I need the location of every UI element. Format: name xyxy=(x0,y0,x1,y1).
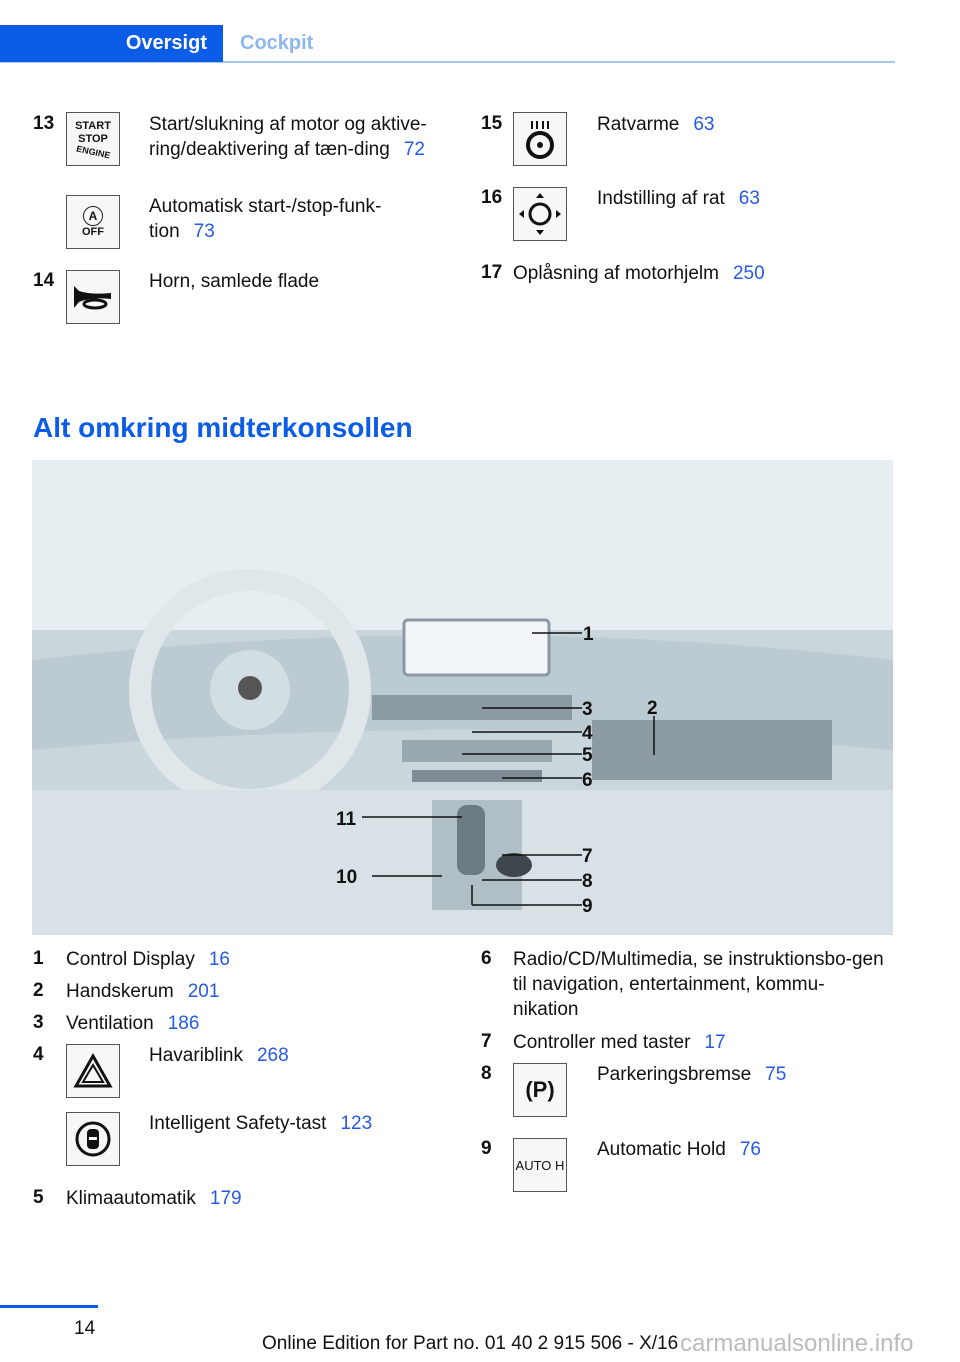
hazard-warning-icon xyxy=(66,1044,120,1098)
parking-brake-icon: (P) xyxy=(513,1063,567,1117)
legend-number: 3 xyxy=(33,1012,44,1033)
center-console-illustration xyxy=(32,460,893,935)
page-link[interactable]: 186 xyxy=(167,1013,200,1034)
legend-text: Control Display 16 xyxy=(66,949,230,970)
auto-hold-icon: AUTO H xyxy=(513,1138,567,1192)
edition-text: Online Edition for Part no. 01 40 2 915 506 - X/16 xyxy=(262,1333,679,1354)
legend-text: Controller med taster 17 xyxy=(513,1032,726,1053)
callout-5: 5 xyxy=(582,745,593,766)
footer-rule xyxy=(0,1305,98,1308)
tab-cockpit[interactable]: Cockpit xyxy=(240,32,314,54)
page-link[interactable]: 76 xyxy=(739,1139,761,1160)
callout-4: 4 xyxy=(582,723,593,744)
start-stop-engine-icon: START STOP ENGINE xyxy=(66,112,120,166)
callout-2: 2 xyxy=(647,698,658,719)
item-number: 16 xyxy=(481,187,503,208)
steering-wheel-adjust-icon xyxy=(513,187,567,241)
legend-text: Havariblink 268 xyxy=(149,1045,289,1066)
item-number: 17 xyxy=(481,262,503,283)
page-number: 14 xyxy=(74,1318,96,1339)
item-number: 13 xyxy=(33,113,55,134)
page-link[interactable]: 63 xyxy=(738,188,760,209)
item-number: 14 xyxy=(33,270,55,291)
page-link[interactable]: 73 xyxy=(193,221,215,242)
legend-text: Automatic Hold 76 xyxy=(597,1139,761,1160)
legend-number: 9 xyxy=(481,1138,492,1159)
item-text: Horn, samlede flade xyxy=(149,271,320,292)
watermark: carmanualsonline.info xyxy=(680,1330,914,1357)
page-link[interactable]: 268 xyxy=(256,1045,289,1066)
page-link[interactable]: 201 xyxy=(187,981,220,1002)
legend-number: 2 xyxy=(33,980,44,1001)
callout-8: 8 xyxy=(582,871,593,892)
callout-7: 7 xyxy=(582,846,593,867)
page-link[interactable]: 63 xyxy=(693,114,715,135)
legend-number: 5 xyxy=(33,1187,44,1208)
tab-oversigt[interactable]: Oversigt xyxy=(0,25,223,62)
legend-text: Intelligent Safety-tast 123 xyxy=(149,1113,373,1134)
item-number: 15 xyxy=(481,113,503,134)
item-text: Ratvarme 63 xyxy=(597,114,715,135)
legend-number: 4 xyxy=(33,1044,44,1065)
item-text: Indstilling af rat 63 xyxy=(597,188,760,209)
legend-number: 6 xyxy=(481,948,492,969)
page-link[interactable]: 72 xyxy=(403,139,425,160)
section-title: Alt omkring midterkonsollen xyxy=(33,412,413,443)
page-link[interactable]: 75 xyxy=(765,1064,787,1085)
item-text: Oplåsning af motorhjelm 250 xyxy=(513,263,765,284)
steering-wheel-heating-icon xyxy=(513,112,567,166)
callout-3: 3 xyxy=(582,699,593,720)
page-link[interactable]: 179 xyxy=(209,1188,242,1209)
item-text: Start/slukning af motor og aktive-ring/deaktivering af tæn-ding 72 xyxy=(149,114,427,160)
callout-11: 11 xyxy=(336,809,357,830)
legend-text: Ventilation 186 xyxy=(66,1013,200,1034)
intelligent-safety-icon xyxy=(66,1112,120,1166)
legend-text: Handskerum 201 xyxy=(66,981,220,1002)
callout-9: 9 xyxy=(582,896,593,917)
legend-text: Parkeringsbremse 75 xyxy=(597,1064,787,1085)
callout-6: 6 xyxy=(582,770,593,791)
horn-icon xyxy=(66,270,120,324)
callout-10: 10 xyxy=(336,867,358,888)
page-link[interactable]: 17 xyxy=(704,1032,726,1053)
callout-1: 1 xyxy=(583,624,594,645)
legend-number: 7 xyxy=(481,1031,492,1052)
item-text: Automatisk start-/stop-funk-tion 73 xyxy=(149,196,382,242)
auto-start-stop-off-icon: A OFF xyxy=(66,195,120,249)
page-link[interactable]: 16 xyxy=(208,949,230,970)
legend-text: Radio/CD/Multimedia, se instruktionsbo-gen til navigation, entertainment, kommu-nikation xyxy=(513,949,884,1020)
legend-number: 8 xyxy=(481,1063,492,1084)
page-link[interactable]: 250 xyxy=(732,263,765,284)
legend-text: Klimaautomatik 179 xyxy=(66,1188,242,1209)
page-link[interactable]: 123 xyxy=(340,1113,373,1134)
legend-number: 1 xyxy=(33,948,44,969)
